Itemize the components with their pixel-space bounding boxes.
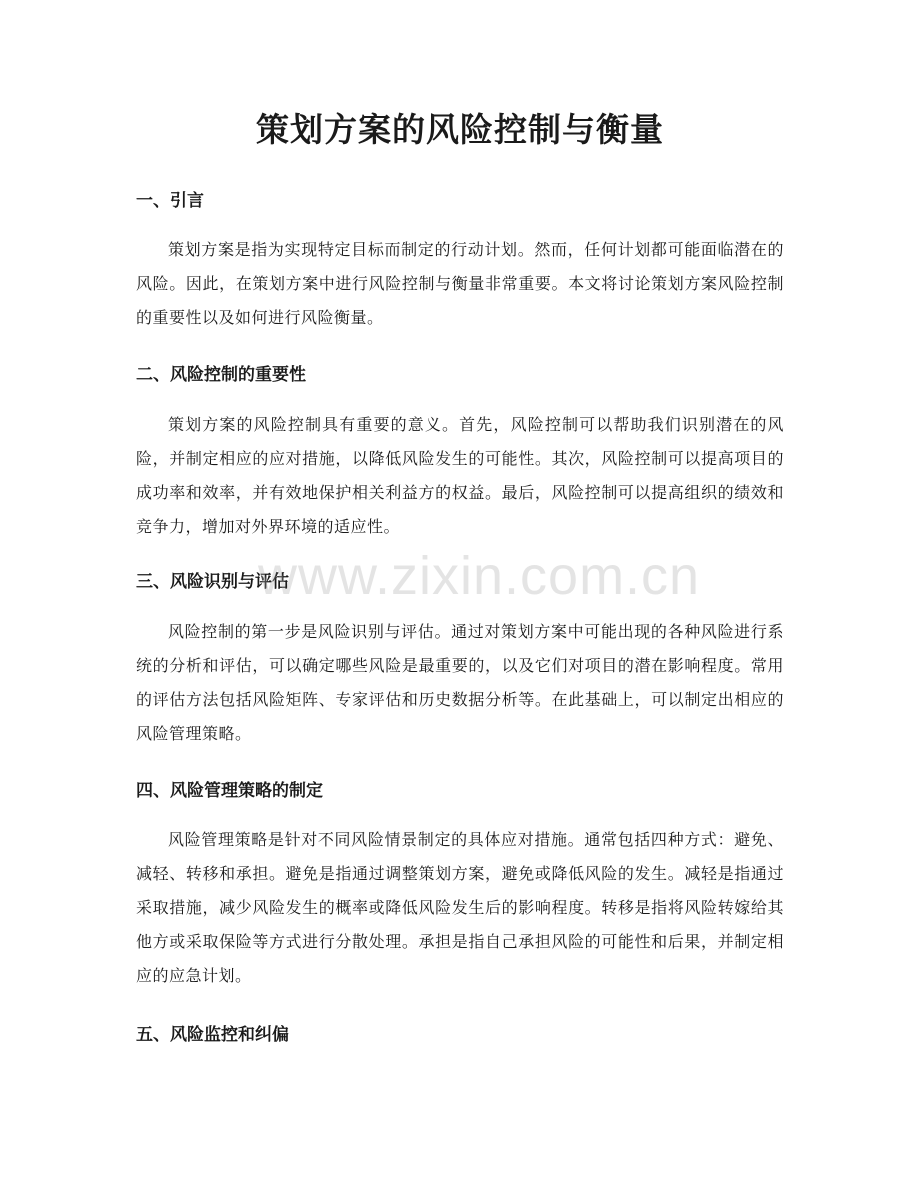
section-body-importance: 策划方案的风险控制具有重要的意义。首先，风险控制可以帮助我们识别潜在的风险，并制定相应的应对措施，以降低风险发生的可能性。其次，风险控制可以提高项目的成功率和效率，并有效地保护相关利益方的权益。最后，风险控制可以提高组织的绩效和竞争力，增加对外界环境的适应性。 <box>136 415 784 536</box>
section-heading-intro: 一、引言 <box>136 191 204 211</box>
document-title: 策划方案的风险控制与衡量 <box>256 110 664 149</box>
section-body-identification: 风险控制的第一步是风险识别与评估。通过对策划方案中可能出现的各种风险进行系统的分析和评估，可以确定哪些风险是最重要的，以及它们对项目的潜在影响程度。常用的评估方法包括风险矩阵、专家评估和历史数据分析等。在此基础上，可以制定出相应的风险管理策略。 <box>136 622 784 743</box>
section-body-strategy: 风险管理策略是针对不同风险情景制定的具体应对措施。通常包括四种方式：避免、减轻、转移和承担。避免是指通过调整策划方案，避免或降低风险的发生。减轻是指通过采取措施，减少风险发生的概率或降低风险发生后的影响程度。转移是指将风险转嫁给其他方或采取保险等方式进行分散处理。承担是指自己承担风险的可能性和后果，并制定相应的应急计划。 <box>136 830 784 985</box>
watermark: www.zixin.com.cn <box>258 546 701 606</box>
section-body-intro: 策划方案是指为实现特定目标而制定的行动计划。然而，任何计划都可能面临潜在的风险。因此，在策划方案中进行风险控制与衡量非常重要。本文将讨论策划方案风险控制的重要性以及如何进行风险衡量。 <box>136 240 784 327</box>
section-heading-strategy: 四、风险管理策略的制定 <box>136 781 323 801</box>
section-heading-identification: 三、风险识别与评估 <box>136 572 289 592</box>
section-heading-importance: 二、风险控制的重要性 <box>136 365 306 385</box>
section-heading-monitoring: 五、风险监控和纠偏 <box>136 1025 289 1045</box>
